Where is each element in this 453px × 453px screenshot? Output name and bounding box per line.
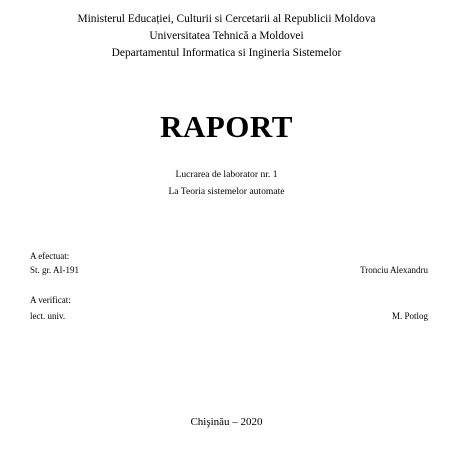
place-date: Chişinău – 2020 bbox=[190, 416, 263, 428]
subject-line: La Teoria sistemelor automate bbox=[168, 186, 285, 197]
lab-work-line: Lucrarea de laborator nr. 1 bbox=[175, 169, 278, 180]
department-heading: Departamentul Informatica si Ingineria Sistemelor bbox=[111, 47, 342, 59]
teacher-rank: lect. univ. bbox=[30, 311, 66, 321]
teacher-name: M. Potlog bbox=[391, 311, 428, 321]
university-heading: Universitatea Tehnică a Moldovei bbox=[149, 30, 304, 42]
performed-label: A efectuat: bbox=[30, 251, 70, 261]
report-title: RAPORT bbox=[160, 109, 293, 144]
verified-label: A verificat: bbox=[30, 295, 71, 305]
ministry-heading: Ministerul Educației, Culturii si Cercetarii al Republicii Moldova bbox=[77, 13, 376, 25]
student-name: Tronciu Alexandru bbox=[360, 265, 428, 275]
student-group: St. gr. AI-191 bbox=[30, 265, 80, 275]
